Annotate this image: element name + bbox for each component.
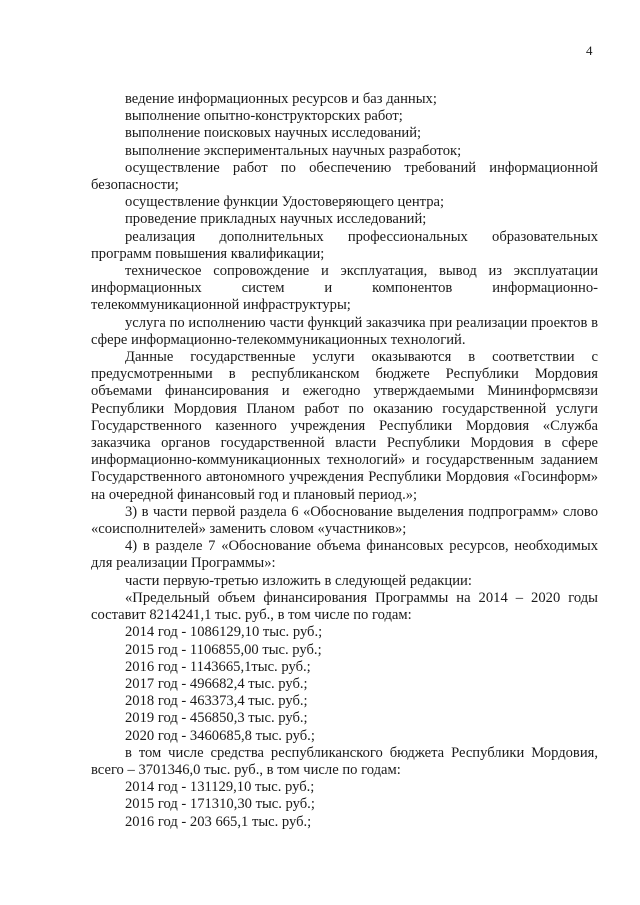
paragraph: 2020 год - 3460685,8 тыс. руб.; xyxy=(125,727,315,744)
paragraph: 2015 год - 1106855,00 тыс. руб.; xyxy=(125,641,322,658)
paragraph: Данные государственные услуги оказываются в соответствии с предусмотренными в республиканском бюджете Республики Мордовия объемами финансирования и ежегодно утверждаемыми Мининформсвязи Республики Мордовия Планом работ по оказанию государственной услуги Государственного казенного учреждения Республики Мордовия «Служба заказчика органов государственной власти Республики Мордовия в сфере информационно-коммуникационных технологий» и государственным заданием Государственного автономного учреждения Республики Мордовия «Госинформ» на очередной финансовый год и плановый период.»; xyxy=(91,349,598,503)
paragraph: 2016 год - 1143665,1тыс. руб.; xyxy=(125,658,311,675)
paragraph: проведение прикладных научных исследований; xyxy=(125,211,427,228)
paragraph: осуществление функции Удостоверяющего центра; xyxy=(125,194,445,211)
paragraph: 3) в части первой раздела 6 «Обоснование выделения подпрограмм» слово «соисполнителей» заменить словом «участников»; xyxy=(91,503,598,538)
paragraph: 4) в разделе 7 «Обоснование объема финансовых ресурсов, необходимых для реализации Программы»: xyxy=(91,538,598,572)
paragraph: 2014 год - 131129,10 тыс. руб.; xyxy=(125,779,315,796)
paragraph: выполнение экспериментальных научных разработок; xyxy=(125,142,462,159)
paragraph: выполнение опытно-конструкторских работ; xyxy=(125,108,403,125)
page-number: 4 xyxy=(586,43,593,58)
paragraph: 2019 год - 456850,3 тыс. руб.; xyxy=(125,710,308,727)
paragraph: 2018 год - 463373,4 тыс. руб.; xyxy=(125,693,308,710)
paragraph: «Предельный объем финансирования Программы на 2014 – 2020 годы составит 8214241,1 тыс. руб., в том числе по годам: xyxy=(91,589,598,624)
paragraph: выполнение поисковых научных исследований; xyxy=(125,125,422,142)
paragraph: 2016 год - 203 665,1 тыс. руб.; xyxy=(125,813,312,830)
paragraph: техническое сопровождение и эксплуатация, вывод из эксплуатации информационных систем и компонентов информационно-телекоммуникационной инфраструктуры; xyxy=(91,263,598,314)
paragraph: 2014 год - 1086129,10 тыс. руб.; xyxy=(125,624,323,641)
document-body xyxy=(91,91,598,831)
paragraph: ведение информационных ресурсов и баз данных; xyxy=(125,91,437,107)
paragraph: 2015 год - 171310,30 тыс. руб.; xyxy=(125,796,315,813)
paragraph: осуществление работ по обеспечению требований информационной безопасности; xyxy=(91,159,598,194)
paragraph: части первую-третью изложить в следующей редакции: xyxy=(125,572,472,589)
paragraph: в том числе средства республиканского бюджета Республики Мордовия, всего – 3701346,0 тыс. руб., в том числе по годам: xyxy=(91,744,598,778)
paragraph: реализация дополнительных профессиональных образовательных программ повышения квалификации; xyxy=(91,228,598,262)
paragraph: 2017 год - 496682,4 тыс. руб.; xyxy=(125,675,308,692)
paragraph: услуга по исполнению части функций заказчика при реализации проектов в сфере информационно-телекоммуникационных технологий. xyxy=(91,314,598,348)
